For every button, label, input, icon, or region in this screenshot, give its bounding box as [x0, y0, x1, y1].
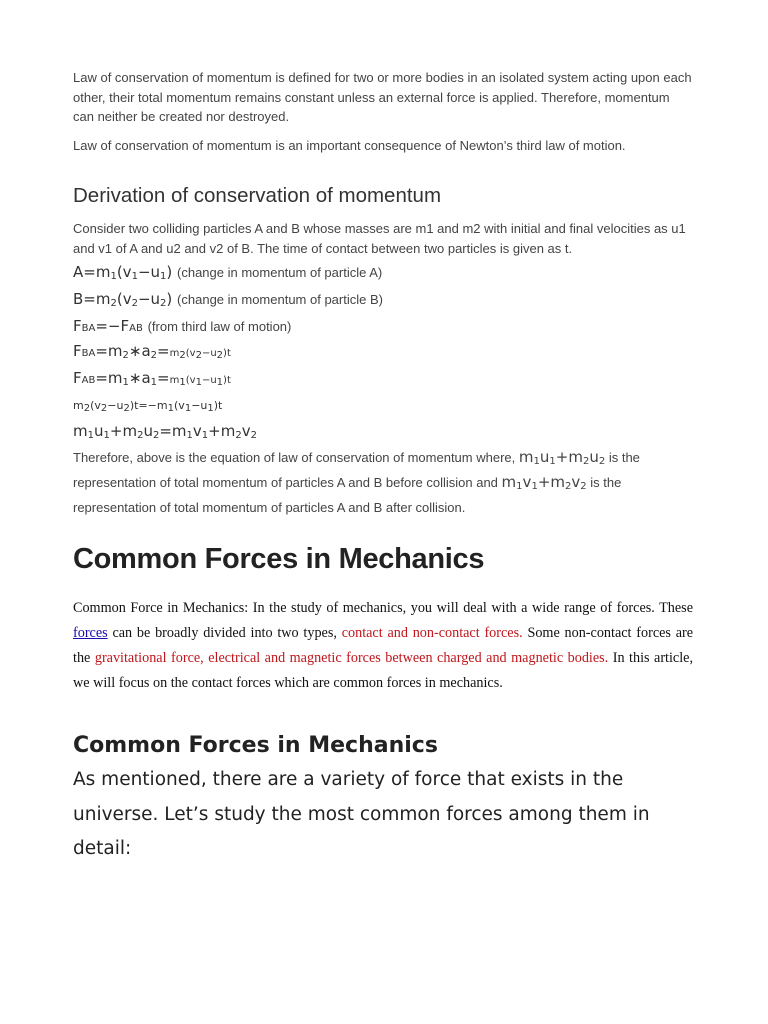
equation-list: [73, 261, 693, 447]
equation-2-note: (change in momentum of particle B): [177, 292, 383, 307]
intro-paragraph-1: Law of conservation of momentum is defined for two or more bodies in an isolated system acting upon each other, their total momentum remains constant unless an external force is applied. Therefore, momentum can neither be created nor destroyed.: [73, 70, 692, 124]
equation-1-note: (change in momentum of particle A): [177, 265, 383, 280]
equation-4: $FBA=m_2∗a_2=m_2(v_2-u_2)t$: [73, 342, 231, 361]
derivation-heading: Derivation of conservation of momentum: [73, 184, 442, 207]
equation-5: $FAB=m_1∗a_1=m_1(v_1-u_1)t$: [73, 369, 231, 388]
common-forces-text-b: can be broadly divided into two types,: [112, 625, 337, 641]
common-forces-text-c: Some non-contact forces are the: [73, 625, 694, 666]
noncontact-examples-highlight: gravitational force, electrical and magnetic forces between charged and magnetic bodies.: [94, 650, 609, 666]
intro-paragraph-2: Law of conservation of momentum is an important consequence of Newton’s third law of motion.: [73, 137, 626, 153]
equation-6: $m_2(v_2-u_2)t=-m_1(v_1-u_1)t$: [73, 399, 223, 414]
conclusion-part-a: Therefore, above is the equation of law of conservation of momentum where,: [73, 450, 516, 465]
common-forces-heading: Common Forces in Mechanics: [73, 543, 485, 575]
equation-3: FBA=−FAB (from third law of motion): [73, 317, 292, 335]
forces-link[interactable]: forces: [73, 625, 108, 641]
equation-1: $A=m_1(v_1-u_1)$ (change in momentum of particle A): [73, 263, 383, 282]
common-forces-text-a: Common Force in Mechanics: In the study of mechanics, you will deal with a wide range of forces. These: [73, 600, 693, 616]
derivation-conclusion: Therefore, above is the equation of law of conservation of momentum where, $m_1u_1+m_2u_2$ is the representation of total momentum of particles A and B before collision and $m_1v_1+m_2v_2$ is the representation of total momentum of particles A and B after collision.: [73, 448, 640, 515]
equation-2: $B=m_2(v_2-u_2)$ (change in momentum of particle B): [73, 290, 383, 309]
article-content: [73, 68, 693, 867]
equation-3-note: (from third law of motion): [147, 319, 292, 334]
conclusion-part-b: is the representation of total momentum of particles A and B before collision and: [73, 450, 640, 490]
equation-7: $m_1u_1+m_2u_2=m_1v_1+m_2v_2$: [73, 422, 257, 441]
common-forces-text-d: In this article, we will focus on the contact forces which are common forces in mechanics.: [73, 650, 694, 691]
conclusion-part-c: is the representation of total momentum of particles A and B after collision.: [73, 475, 622, 515]
common-forces-paragraph: [73, 596, 693, 696]
common-forces-intro-text: As mentioned, there are a variety of force that exists in the universe. Let’s study the most common forces among them in detail:: [73, 769, 650, 859]
common-forces-heading-2: Common Forces in Mechanics: [73, 733, 438, 758]
derivation-description: Consider two colliding particles A and B whose masses are m1 and m2 with initial and final velocities as u1 and v1 of A and u2 and v2 of B. The time of contact between two particles is given as t.: [73, 221, 686, 256]
contact-noncontact-highlight: contact and non-contact forces.: [341, 625, 523, 641]
